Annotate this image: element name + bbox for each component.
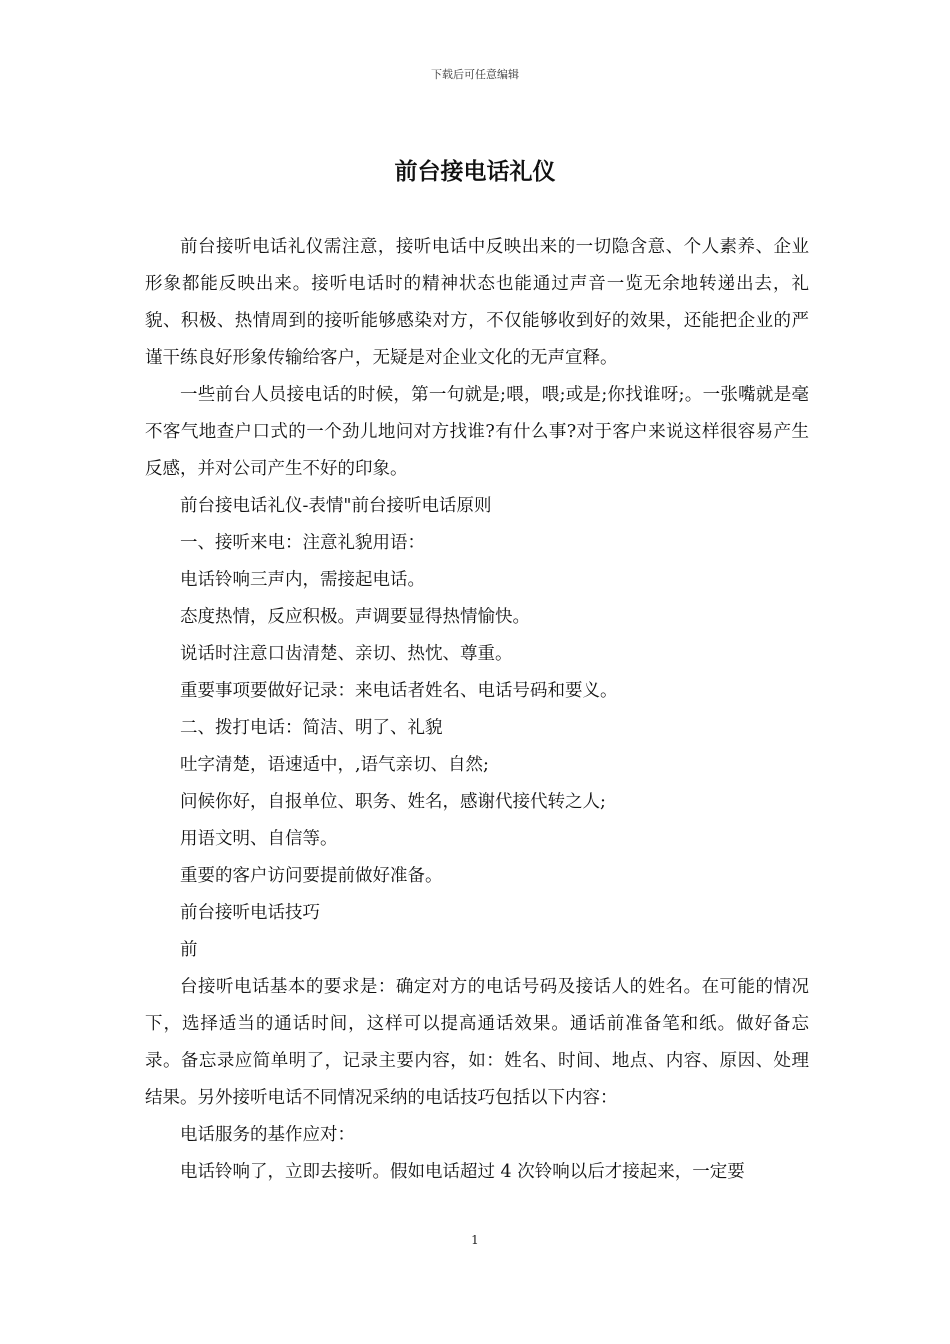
section-heading-principles: 前台接电话礼仪-表情"前台接听电话原则	[180, 496, 492, 516]
paragraph-requirements: 台接听电话基本的要求是：确定对方的电话号码及接话人的姓名。在可能的情况下，选择适当的通话时间，这样可以提高通话效果。通话前准备笔和纸。做好备忘录。备忘录应简单明了，记录主要内容，如：姓名、时间、地点、内容、原因、处理结果。另外接听电话不同情况采纳的电话技巧包括以下内容：	[145, 977, 809, 1108]
paragraph-fragment: 前	[180, 940, 198, 960]
section-heading-outgoing: 二、拨打电话：简洁、明了、礼貌	[180, 718, 443, 738]
page-number: 1	[471, 1233, 479, 1247]
list-item: 问候你好，自报单位、职务、姓名，感谢代接代转之人;	[180, 792, 606, 812]
header-note: 下载后可任意编辑	[431, 68, 519, 81]
paragraph-answering: 电话铃响了，立即去接听。假如电话超过 4 次铃响以后才接起来，一定要	[180, 1162, 745, 1182]
document-title: 前台接电话礼仪	[394, 158, 556, 185]
paragraph-intro: 前台接听电话礼仪需注意，接听电话中反映出来的一切隐含意、个人素养、企业形象都能反映出来。接听电话时的精神状态也能通过声音一览无余地转递出去，礼貌、积极、热情周到的接听能够感染对方，不仅能够收到好的效果，还能把企业的严谨干练良好形象传输给客户，无疑是对企业文化的无声宣释。	[145, 237, 809, 368]
list-item: 重要的客户访问要提前做好准备。	[180, 866, 443, 886]
section-heading-techniques: 前台接听电话技巧	[180, 903, 320, 923]
section-heading-basic-response: 电话服务的基作应对：	[180, 1125, 355, 1145]
list-item: 重要事项要做好记录：来电话者姓名、电话号码和要义。	[180, 681, 618, 701]
document-body	[145, 229, 809, 1191]
list-item: 用语文明、自信等。	[180, 829, 338, 849]
list-item: 电话铃响三声内，需接起电话。	[180, 570, 425, 590]
list-item: 吐字清楚，语速适中，,语气亲切、自然;	[180, 755, 489, 775]
paragraph-bad-example: 一些前台人员接电话的时候，第一句就是;喂，喂;或是;你找谁呀;。一张嘴就是毫不客气地查户口式的一个劲儿地问对方找谁?有什么事?对于客户来说这样很容易产生反感，并对公司产生不好的印象。	[145, 385, 809, 479]
list-item: 说话时注意口齿清楚、亲切、热忱、尊重。	[180, 644, 513, 664]
section-heading-incoming: 一、接听来电：注意礼貌用语：	[180, 533, 425, 553]
list-item: 态度热情，反应积极。声调要显得热情愉快。	[180, 607, 530, 627]
